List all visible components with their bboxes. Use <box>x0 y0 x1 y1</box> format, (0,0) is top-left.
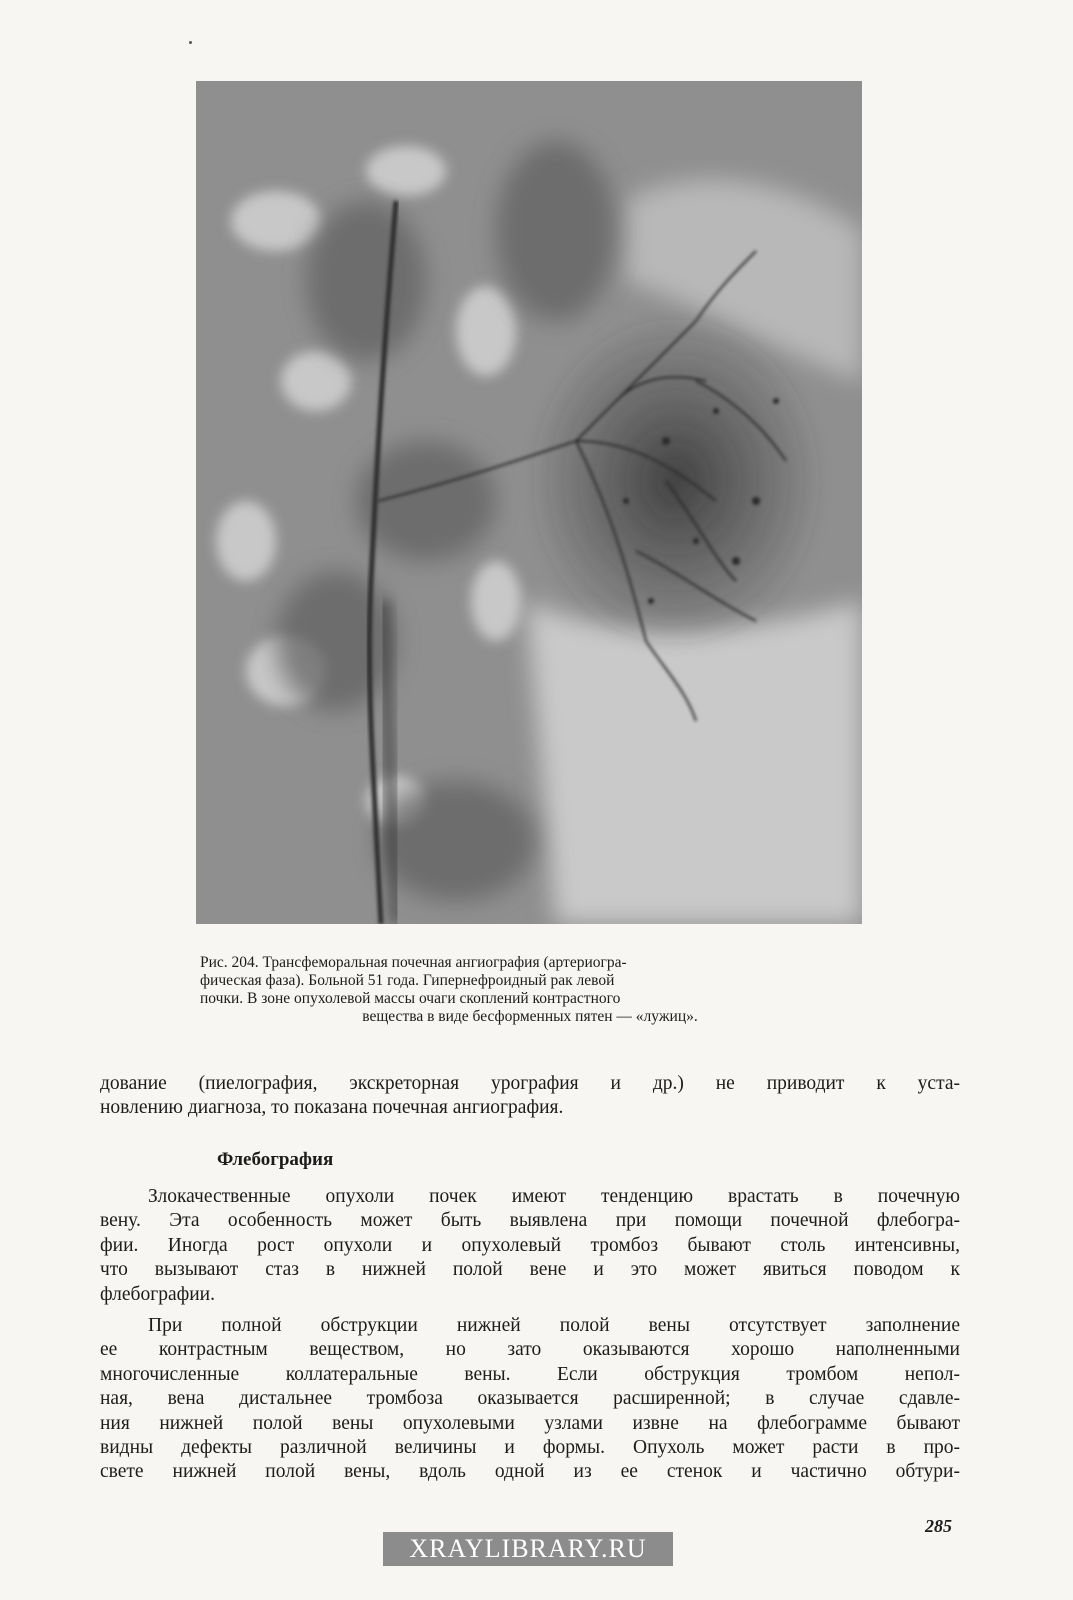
text-line: свете нижней полой вены, вдоль одной из ее стенок и частично обтури- <box>100 1461 960 1483</box>
text-line: новлению диагноза, то показана почечная ангиография. <box>100 1097 564 1119</box>
text-line: флебографии. <box>100 1283 215 1305</box>
caption-line: Рис. 204. Трансфеморальная почечная ангиография (артериогра- <box>200 954 627 971</box>
text-line: вену. Эта особенность может быть выявлена при помощи почечной флебогра- <box>100 1210 960 1232</box>
caption-line: вещества в виде бесформенных пятен — «лужиц». <box>362 1008 698 1025</box>
scan-speck <box>189 41 192 44</box>
continued-paragraph <box>100 1072 960 1121</box>
page-number: 285 <box>925 1516 952 1536</box>
text-line: видны дефекты различной величины и формы. Опухоль может расти в про- <box>100 1437 960 1459</box>
paragraph <box>100 1314 960 1485</box>
figure-caption <box>200 954 860 1026</box>
paragraph <box>100 1185 960 1307</box>
caption-line: почки. В зоне опухолевой массы очаги скоплений контрастного <box>200 990 621 1007</box>
text-line: многочисленные коллатеральные вены. Если обструкция тромбом непол- <box>100 1363 960 1385</box>
text-line: дование (пиелография, экскреторная урография и др.) не приводит к уста- <box>100 1073 960 1094</box>
text-line: что вызывают стаз в нижней полой вене и это может явиться поводом к <box>100 1259 960 1281</box>
text-line: ная, вена дистальнее тромбоза оказывается расширенной; в случае сдавле- <box>100 1388 960 1410</box>
section-heading: Флебография <box>217 1149 334 1170</box>
text-line: фии. Иногда рост опухоли и опухолевый тромбоз бывают столь интенсивны, <box>100 1234 960 1256</box>
text-line: ее контрастным веществом, но зато оказываются хорошо наполненными <box>100 1339 960 1361</box>
caption-line: фическая фаза). Больной 51 года. Гипернефроидный рак левой <box>200 972 615 989</box>
text-line: Злокачественные опухоли почек имеют тенденцию врастать в почечную <box>148 1186 960 1207</box>
watermark-logo: XRAYLIBRARY.RU <box>383 1532 673 1566</box>
text-line: При полной обструкции нижней полой вены отсутствует заполнение <box>148 1315 960 1336</box>
text-line: ния нижней полой вены опухолевыми узлами извне на флебограмме бывают <box>100 1412 960 1434</box>
angiography-radiograph <box>196 81 862 924</box>
